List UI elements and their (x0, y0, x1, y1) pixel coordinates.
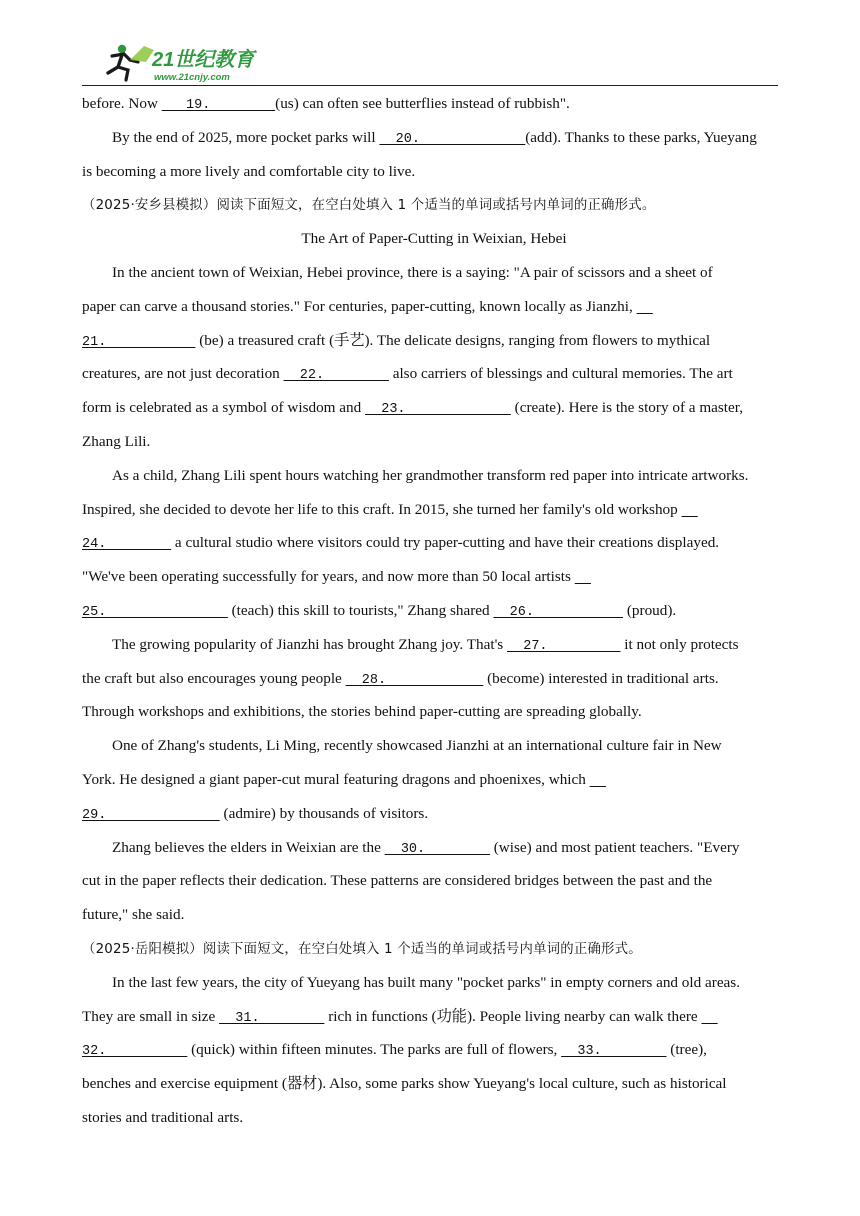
text-segment: "We've been operating successfully for years, and now more than 50 local artists (82, 568, 575, 586)
text-line (82, 188, 786, 222)
answer-blank: 30. (384, 841, 490, 857)
text-segment: (proud). (623, 601, 677, 619)
text-segment: As a child, Zhang Lili spent hours watching her grandmother transform red paper into intricate artworks. (112, 466, 749, 484)
logo-main-text: 21世纪教育 (152, 49, 255, 71)
text-line (82, 797, 786, 831)
text-line (82, 256, 786, 290)
text-segment: before. Now (82, 95, 162, 112)
text-segment: (quick) within fifteen minutes. The parks are full of flowers, (187, 1041, 562, 1059)
text-line (82, 662, 786, 696)
text-segment: (become) interested in traditional arts. (483, 669, 719, 687)
text-segment: form is celebrated as a symbol of wisdom and (82, 399, 366, 417)
text-line (82, 391, 786, 425)
text-line (82, 357, 786, 391)
answer-blank: 20. (379, 131, 526, 147)
text-segment: In the ancient town of Weixian, Hebei province, there is a saying: "A pair of scissors and a sheet of (112, 263, 713, 281)
answer-blank (575, 562, 591, 596)
text-segment: York. He designed a giant paper-cut mural featuring dragons and phoenixes, which (82, 770, 590, 788)
answer-blank (701, 1002, 717, 1036)
text-segment: In the last few years, the city of Yueyang has built many "pocket parks" in empty corners and old areas. (112, 973, 741, 991)
answer-blank (590, 765, 606, 799)
text-line (82, 763, 786, 797)
text-segment: paper can carve a thousand stories." For centuries, paper-cutting, known locally as Jianzhi, (82, 297, 637, 315)
answer-blank: 29. (82, 807, 220, 823)
text-segment: a cultural studio where visitors could try paper-cutting and have their creations displayed. (171, 534, 720, 552)
text-segment: (create). Here is the story of a master, (510, 399, 744, 417)
text-segment: (wise) and most patient teachers. "Every (489, 838, 740, 856)
text-segment: future," she said. (82, 906, 185, 924)
text-line (82, 1033, 786, 1067)
text-line (82, 831, 786, 865)
text-line (82, 425, 786, 459)
text-line (82, 729, 786, 763)
text-line (82, 864, 786, 898)
text-segment: The growing popularity of Jianzhi has brought Zhang joy. That's (112, 635, 508, 653)
text-segment: They are small in size (82, 1007, 220, 1025)
text-segment: also carriers of blessings and cultural memories. The art (388, 365, 733, 383)
text-line (82, 526, 786, 560)
answer-blank: 27. (507, 638, 621, 654)
text-segment: The Art of Paper-Cutting in Weixian, Hebei (301, 230, 567, 248)
text-line (82, 324, 786, 358)
text-line (82, 628, 786, 662)
text-segment: (be) a treasured craft (手艺). The delicate designs, ranging from flowers to mythical (195, 331, 711, 349)
text-segment: (teach) this skill to tourists," Zhang shared (227, 601, 494, 619)
answer-blank: 28. (345, 672, 484, 688)
text-line (82, 560, 786, 594)
text-segment: (us) can often see butterflies instead of rubbish". (275, 95, 570, 112)
text-segment: cut in the paper reflects their dedication. These patterns are considered bridges between the past and the (82, 872, 713, 890)
logo-sub-text: www.21cnjy.com (154, 72, 230, 83)
text-line (82, 121, 786, 155)
document-body (82, 87, 786, 1135)
answer-blank: 22. (283, 368, 389, 384)
answer-blank: 24. (82, 537, 172, 553)
text-segment: One of Zhang's students, Li Ming, recently showcased Jianzhi at an international culture fair in New (112, 737, 722, 755)
21cnjy-logo (100, 40, 270, 84)
text-line (82, 1101, 786, 1135)
text-line (82, 290, 786, 324)
text-line (82, 459, 786, 493)
answer-blank: 32. (82, 1044, 188, 1060)
answer-blank: 33. (561, 1044, 667, 1060)
text-line (82, 493, 786, 527)
text-line (82, 932, 786, 966)
passage-title (82, 222, 786, 256)
answer-blank: 21. (82, 334, 196, 350)
text-line (82, 695, 786, 729)
text-line (82, 1067, 786, 1101)
answer-blank: 19. (161, 98, 276, 113)
answer-blank: 25. (82, 604, 228, 620)
section-instruction: （2025·岳阳模拟）阅读下面短文，在空白处填入 1 个适当的单词或括号内单词的正确形式。 (82, 941, 642, 957)
answer-blank: 26. (493, 604, 624, 620)
text-segment: it not only protects (620, 635, 739, 653)
section-instruction: （2025·安乡县模拟）阅读下面短文，在空白处填入 1 个适当的单词或括号内单词的正确形式。 (82, 198, 656, 214)
text-segment: (tree), (666, 1041, 707, 1059)
text-segment: creatures, are not just decoration (82, 365, 284, 383)
answer-blank: 23. (365, 402, 511, 418)
text-segment: the craft but also encourages young people (82, 669, 346, 687)
text-segment: By the end of 2025, more pocket parks will (112, 128, 380, 146)
text-segment: (admire) by thousands of visitors. (219, 804, 429, 822)
answer-blank: 31. (219, 1010, 325, 1026)
text-line (82, 1000, 786, 1034)
text-segment: (add). Thanks to these parks, Yueyang (525, 128, 757, 146)
text-line (82, 87, 786, 121)
text-segment: is becoming a more lively and comfortable city to live. (82, 162, 416, 180)
text-line (82, 898, 786, 932)
text-segment: rich in functions (功能). People living nearby can walk there (324, 1007, 702, 1025)
text-segment: stories and traditional arts. (82, 1108, 244, 1126)
text-line (82, 155, 786, 189)
text-segment: benches and exercise equipment (器材). Also, some parks show Yueyang's local culture, such as historical (82, 1075, 727, 1093)
text-segment: Through workshops and exhibitions, the stories behind paper-cutting are spreading globally. (82, 703, 642, 721)
header-rule (82, 85, 778, 86)
text-segment: Zhang Lili. (82, 432, 151, 450)
text-line (82, 594, 786, 628)
text-segment: Zhang believes the elders in Weixian are the (112, 838, 385, 856)
text-line (82, 966, 786, 1000)
page-header (82, 40, 778, 86)
text-segment: Inspired, she decided to devote her life to this craft. In 2015, she turned her family's old workshop (82, 500, 682, 518)
answer-blank (637, 292, 653, 326)
answer-blank (682, 495, 698, 529)
